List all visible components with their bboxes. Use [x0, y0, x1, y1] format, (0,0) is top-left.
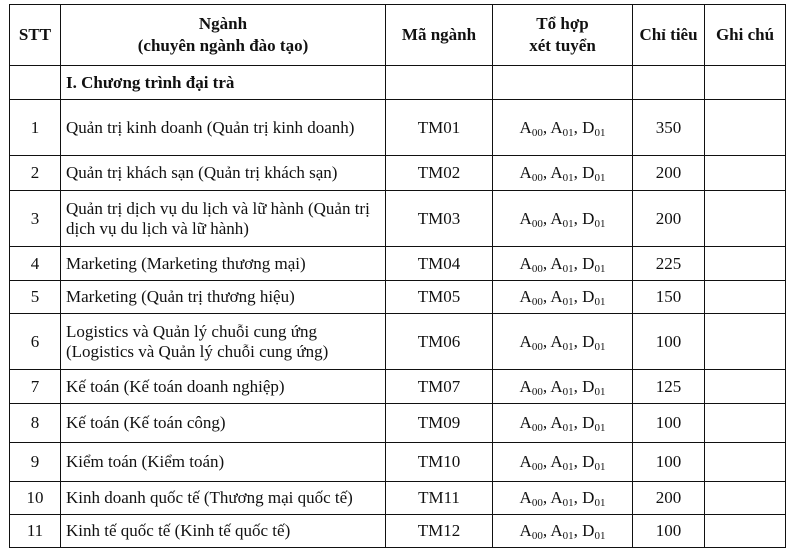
combo-b-sub: 01 — [562, 262, 574, 275]
section-empty — [493, 66, 633, 100]
table-row — [10, 191, 786, 247]
combo-c: D — [582, 117, 595, 137]
combo-b: A — [550, 521, 563, 540]
combo-sep: , — [542, 287, 551, 306]
table-row — [10, 482, 786, 515]
cell-to-hop — [493, 281, 633, 314]
admissions-table — [9, 4, 786, 548]
combo-c-sub: 01 — [594, 126, 606, 139]
combo-b: A — [550, 163, 563, 182]
combo-b-sub: 01 — [562, 126, 574, 139]
combo-sep: , — [573, 376, 583, 396]
combo-a-sub: 00 — [531, 497, 543, 509]
combo-b-sub: 01 — [562, 530, 574, 542]
combo-b-sub: 01 — [562, 296, 574, 308]
table-row — [10, 247, 786, 281]
cell-stt: 9 — [10, 443, 61, 482]
section-row — [10, 66, 786, 100]
header-ma-nganh: Mã ngành — [386, 5, 493, 66]
combo-a-sub: 00 — [531, 340, 543, 353]
combo-a-sub: 00 — [531, 262, 543, 275]
cell-ma-nganh: TM03 — [386, 191, 493, 247]
combo-c-sub: 01 — [594, 296, 606, 308]
combo-a: A — [519, 253, 532, 273]
cell-ghi-chu — [705, 515, 786, 548]
table-row — [10, 404, 786, 443]
table-row — [10, 281, 786, 314]
combo-c-sub: 01 — [594, 262, 606, 275]
combo-a-sub: 00 — [531, 385, 543, 398]
combo-a: A — [519, 376, 532, 396]
cell-ghi-chu — [705, 404, 786, 443]
section-empty — [386, 66, 493, 100]
cell-to-hop — [493, 191, 633, 247]
combo-a: A — [519, 163, 532, 182]
cell-ghi-chu — [705, 281, 786, 314]
combo-c-sub: 01 — [594, 340, 606, 353]
cell-chi-tieu: 100 — [633, 443, 705, 482]
cell-ghi-chu — [705, 314, 786, 370]
cell-chi-tieu: 200 — [633, 482, 705, 515]
header-stt: STT — [10, 5, 61, 66]
combo-c-sub: 01 — [594, 385, 606, 398]
cell-chi-tieu: 100 — [633, 314, 705, 370]
combo-sep: , — [573, 331, 583, 351]
combo-sep: , — [573, 488, 583, 507]
combo-c: D — [582, 376, 595, 396]
combo-c: D — [582, 452, 595, 471]
combo-c: D — [582, 521, 595, 540]
combo-b: A — [550, 452, 563, 471]
combo-sep: , — [542, 253, 551, 273]
cell-ma-nganh: TM07 — [386, 370, 493, 404]
combo-sep: , — [542, 117, 551, 137]
combo-c-sub: 01 — [594, 172, 606, 184]
cell-ghi-chu — [705, 370, 786, 404]
cell-chi-tieu: 100 — [633, 515, 705, 548]
cell-ghi-chu — [705, 247, 786, 281]
combo-sep: , — [573, 208, 583, 228]
section-empty — [705, 66, 786, 100]
combo-b: A — [550, 287, 563, 306]
section-empty — [633, 66, 705, 100]
cell-to-hop — [493, 247, 633, 281]
combo-c: D — [582, 163, 595, 182]
combo-a-sub: 00 — [531, 296, 543, 308]
header-ghi-chu: Ghi chú — [705, 5, 786, 66]
cell-nganh: Kế toán (Kế toán doanh nghiệp) — [61, 370, 386, 404]
combo-c-sub: 01 — [594, 422, 606, 434]
header-nganh-line2: (chuyên ngành đào tạo) — [137, 36, 309, 55]
cell-ma-nganh: TM11 — [386, 482, 493, 515]
combo-b-sub: 01 — [562, 385, 574, 398]
section-stt — [10, 66, 61, 100]
combo-b: A — [550, 331, 563, 351]
cell-to-hop — [493, 314, 633, 370]
cell-ghi-chu — [705, 191, 786, 247]
cell-to-hop — [493, 515, 633, 548]
combo-b-sub: 01 — [562, 422, 574, 434]
cell-nganh: Logistics và Quản lý chuỗi cung ứng (Logistics và Quản lý chuỗi cung ứng) — [61, 314, 386, 370]
table-row — [10, 370, 786, 404]
section-title: I. Chương trình đại trà — [61, 66, 386, 100]
combo-sep: , — [542, 331, 551, 351]
cell-to-hop — [493, 404, 633, 443]
cell-nganh: Marketing (Marketing thương mại) — [61, 247, 386, 281]
cell-ma-nganh: TM04 — [386, 247, 493, 281]
combo-sep: , — [542, 488, 551, 507]
header-chi-tieu: Chỉ tiêu — [633, 5, 705, 66]
combo-sep: , — [573, 452, 583, 471]
cell-nganh: Quản trị kinh doanh (Quản trị kinh doanh) — [61, 100, 386, 156]
combo-a: A — [519, 208, 532, 228]
combo-sep: , — [542, 413, 551, 432]
cell-stt: 1 — [10, 100, 61, 156]
combo-b: A — [550, 488, 563, 507]
table-row — [10, 314, 786, 370]
combo-a-sub: 00 — [531, 126, 543, 139]
cell-nganh: Kế toán (Kế toán công) — [61, 404, 386, 443]
cell-stt: 10 — [10, 482, 61, 515]
cell-to-hop — [493, 482, 633, 515]
combo-sep: , — [573, 163, 583, 182]
cell-to-hop — [493, 370, 633, 404]
cell-nganh: Kinh tế quốc tế (Kinh tế quốc tế) — [61, 515, 386, 548]
combo-b: A — [550, 413, 563, 432]
combo-b-sub: 01 — [562, 461, 574, 473]
cell-chi-tieu: 150 — [633, 281, 705, 314]
cell-ma-nganh: TM12 — [386, 515, 493, 548]
combo-a-sub: 00 — [531, 530, 543, 542]
combo-c: D — [582, 253, 595, 273]
cell-ma-nganh: TM02 — [386, 156, 493, 191]
combo-b: A — [550, 208, 563, 228]
table-row — [10, 443, 786, 482]
combo-sep: , — [542, 521, 551, 540]
cell-ghi-chu — [705, 156, 786, 191]
cell-stt: 11 — [10, 515, 61, 548]
combo-c: D — [582, 208, 595, 228]
combo-sep: , — [573, 117, 583, 137]
cell-ma-nganh: TM06 — [386, 314, 493, 370]
combo-sep: , — [573, 413, 583, 432]
combo-sep: , — [573, 287, 583, 306]
combo-a: A — [519, 488, 532, 507]
cell-stt: 8 — [10, 404, 61, 443]
table-row — [10, 156, 786, 191]
cell-ghi-chu — [705, 443, 786, 482]
cell-stt: 2 — [10, 156, 61, 191]
combo-c: D — [582, 488, 595, 507]
cell-to-hop — [493, 443, 633, 482]
combo-c-sub: 01 — [594, 497, 606, 509]
combo-c: D — [582, 287, 595, 306]
cell-stt: 3 — [10, 191, 61, 247]
combo-sep: , — [542, 376, 551, 396]
cell-ma-nganh: TM05 — [386, 281, 493, 314]
combo-b: A — [550, 253, 563, 273]
cell-stt: 4 — [10, 247, 61, 281]
combo-a: A — [519, 413, 532, 432]
combo-sep: , — [573, 253, 583, 273]
cell-to-hop — [493, 100, 633, 156]
combo-sep: , — [542, 208, 551, 228]
cell-to-hop — [493, 156, 633, 191]
table-row — [10, 100, 786, 156]
cell-nganh: Quản trị khách sạn (Quản trị khách sạn) — [61, 156, 386, 191]
combo-a-sub: 00 — [531, 217, 543, 230]
cell-nganh: Kiểm toán (Kiểm toán) — [61, 443, 386, 482]
combo-a: A — [519, 331, 532, 351]
cell-nganh: Marketing (Quản trị thương hiệu) — [61, 281, 386, 314]
cell-ma-nganh: TM10 — [386, 443, 493, 482]
cell-ma-nganh: TM09 — [386, 404, 493, 443]
combo-c: D — [582, 413, 595, 432]
cell-ma-nganh: TM01 — [386, 100, 493, 156]
combo-b: A — [550, 376, 563, 396]
combo-b-sub: 01 — [562, 217, 574, 230]
header-nganh-line1: Ngành — [198, 14, 248, 33]
table-row — [10, 515, 786, 548]
header-to-hop-line1: Tổ hợp — [536, 14, 589, 33]
combo-c: D — [582, 331, 595, 351]
cell-ghi-chu — [705, 482, 786, 515]
combo-sep: , — [573, 521, 583, 540]
combo-a: A — [519, 521, 532, 540]
header-row — [10, 5, 786, 66]
cell-chi-tieu: 200 — [633, 191, 705, 247]
combo-a: A — [519, 452, 532, 471]
cell-stt: 5 — [10, 281, 61, 314]
combo-sep: , — [542, 163, 551, 182]
combo-b-sub: 01 — [562, 172, 574, 184]
combo-a-sub: 00 — [531, 172, 543, 184]
cell-chi-tieu: 225 — [633, 247, 705, 281]
combo-a-sub: 00 — [531, 422, 543, 434]
cell-chi-tieu: 200 — [633, 156, 705, 191]
combo-a: A — [519, 117, 532, 137]
cell-nganh: Kinh doanh quốc tế (Thương mại quốc tế) — [61, 482, 386, 515]
cell-chi-tieu: 350 — [633, 100, 705, 156]
combo-a: A — [519, 287, 532, 306]
cell-chi-tieu: 100 — [633, 404, 705, 443]
combo-c-sub: 01 — [594, 461, 606, 473]
cell-stt: 6 — [10, 314, 61, 370]
header-nganh — [61, 5, 386, 66]
combo-c-sub: 01 — [594, 217, 606, 230]
combo-b-sub: 01 — [562, 340, 574, 353]
cell-chi-tieu: 125 — [633, 370, 705, 404]
combo-a-sub: 00 — [531, 461, 543, 473]
cell-ghi-chu — [705, 100, 786, 156]
combo-b-sub: 01 — [562, 497, 574, 509]
header-to-hop-line2: xét tuyển — [529, 36, 596, 55]
combo-b: A — [550, 117, 563, 137]
header-to-hop — [493, 5, 633, 66]
table-body — [10, 100, 786, 548]
combo-c-sub: 01 — [594, 530, 606, 542]
combo-sep: , — [542, 452, 551, 471]
cell-stt: 7 — [10, 370, 61, 404]
cell-nganh: Quản trị dịch vụ du lịch và lữ hành (Quản trị dịch vụ du lịch và lữ hành) — [61, 191, 386, 247]
